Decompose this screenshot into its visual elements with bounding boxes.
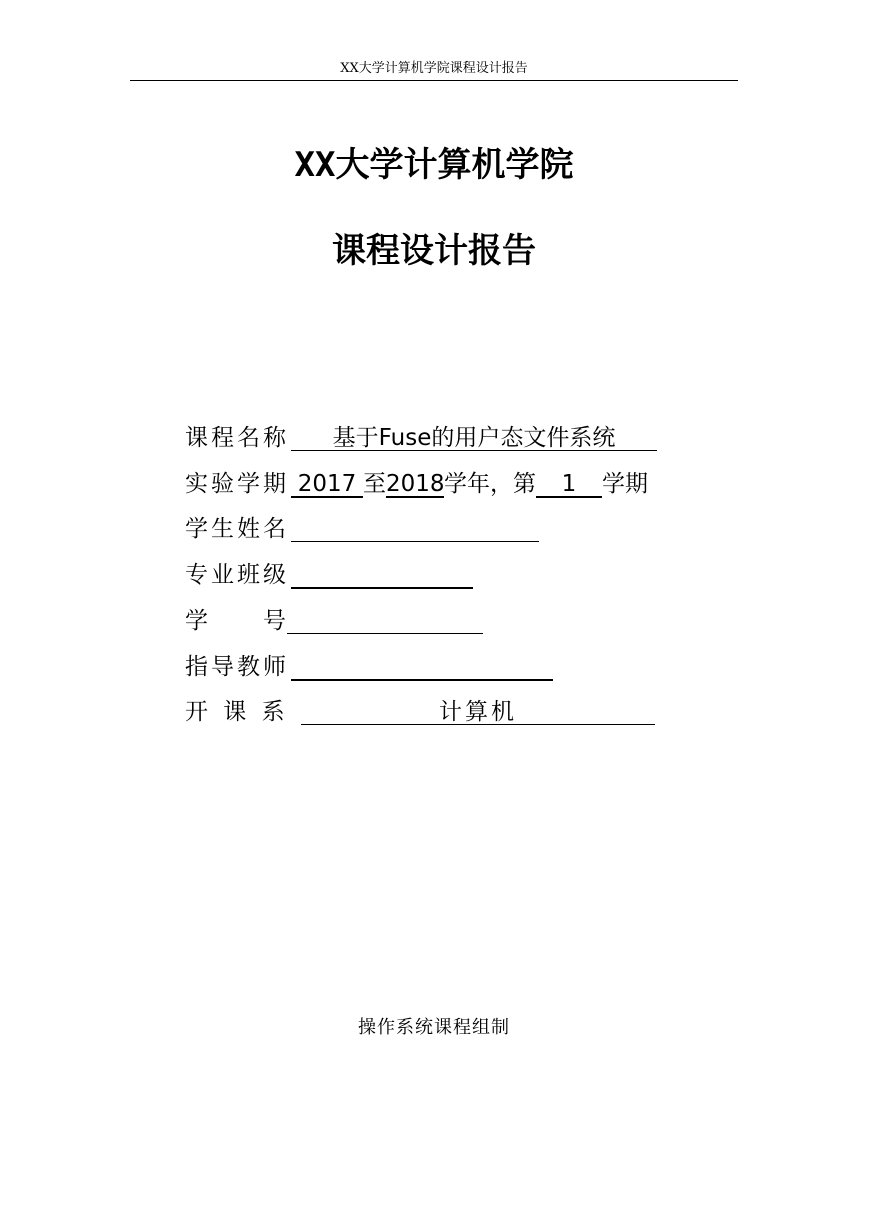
course-name-label: 课程名称 <box>185 425 289 451</box>
department-value: 计算机 <box>301 695 655 725</box>
student-id-label: 学 号 <box>185 608 289 634</box>
student-id-row <box>185 604 483 638</box>
semester-row <box>185 467 648 501</box>
semester-year-word: 学年，第 <box>444 471 536 497</box>
major-class-value <box>291 558 473 589</box>
page-header: XX大学计算机学院课程设计报告 <box>340 61 528 76</box>
major-class-label: 专业班级 <box>185 562 289 588</box>
department-label: 开 课 系 <box>185 699 289 725</box>
student-name-value <box>291 512 539 542</box>
advisor-row <box>185 650 553 684</box>
semester-year-to: 2018 <box>386 467 444 498</box>
course-name-row <box>185 421 657 455</box>
student-name-row <box>185 512 539 546</box>
advisor-label: 指导教师 <box>185 654 289 680</box>
footer-note: 操作系统课程组制 <box>358 1017 510 1038</box>
department-row <box>185 695 655 729</box>
major-class-row <box>185 558 473 592</box>
semester-label: 实验学期 <box>185 471 289 497</box>
advisor-value <box>291 650 553 681</box>
semester-to-word: 至 <box>363 471 386 497</box>
report-title: 课程设计报告 <box>332 231 536 271</box>
header-rule <box>130 80 738 81</box>
semester-term-word: 学期 <box>602 471 648 497</box>
university-title: XX大学计算机学院 <box>294 145 574 185</box>
student-name-label: 学生姓名 <box>185 516 289 542</box>
course-name-value: 基于Fuse的用户态文件系统 <box>291 421 657 451</box>
semester-term: 1 <box>536 467 602 498</box>
student-id-value <box>287 604 483 634</box>
semester-year-from: 2017 <box>291 467 363 498</box>
